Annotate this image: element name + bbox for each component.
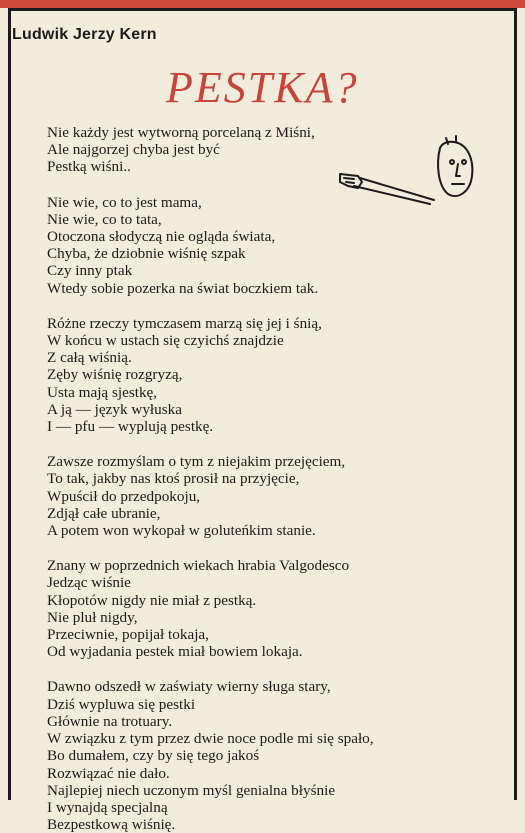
- poem-title: PESTKA?: [166, 63, 359, 112]
- poem-line: Zdjął całe ubranie,: [47, 504, 161, 522]
- poem-line: W końcu w ustach się czyichś znajdzie: [47, 332, 284, 350]
- poem-line: A potem won wykopał w golutеńkim stanie.: [47, 522, 316, 540]
- poem-line: Wpuścił do przedpokoju,: [47, 487, 201, 505]
- stanza-3: [47, 315, 477, 435]
- stanza-1: [47, 124, 477, 176]
- poem-line: A ją — język wyłuska: [47, 400, 182, 418]
- poem-line: Ale najgorzej chyba jest być: [47, 141, 220, 159]
- poem-line: Różne rzeczy tymczasem marzą się jej i śnią,: [47, 314, 322, 332]
- poem-line: Wtedy sobie pozerka na świat boczkiem tak.: [47, 279, 319, 297]
- poem-line: Nie pluł nigdy,: [47, 608, 138, 626]
- top-color-bar: [0, 0, 525, 8]
- poem-line: I wynajdą specjalną: [47, 798, 168, 816]
- stanza-6: [47, 678, 477, 833]
- poem-line: Przeciwnie, popijał tokaja,: [47, 626, 209, 644]
- poem-body: [47, 124, 477, 833]
- poem-line: Chyba, że dziobnie wiśnię szpak: [47, 245, 246, 263]
- stanza-5: [47, 557, 477, 660]
- poem-line: To tak, jakby nas ktoś prosił na przyjęcie,: [47, 470, 300, 488]
- poem-line: Rozwiązać nie dało.: [47, 764, 170, 782]
- poem-line: Nie każdy jest wytworną porcelaną z Miśni,: [47, 124, 315, 141]
- poem-line: Zęby wiśnię rozgryzą,: [47, 366, 183, 384]
- poem-line: Znany w poprzednich wiekach hrabia Valgodesco: [47, 557, 350, 575]
- poem-line: Pestką wiśni..: [47, 158, 131, 176]
- poem-line: Dawno odszedł w zaświaty wierny sługa stary,: [47, 678, 331, 696]
- poem-line: Nie wie, co to tata,: [47, 210, 162, 228]
- poem-line: Usta mają sjestkę,: [47, 383, 158, 401]
- poem-line: Czy inny ptak: [47, 262, 133, 280]
- stanza-4: [47, 453, 477, 539]
- poem-line: Od wyjadania pestek miał bowiem lokaja.: [47, 643, 303, 661]
- poem-line: W związku z tym przez dwie noce podle mi się spało,: [47, 730, 374, 748]
- poem-line: Dziś wypluwa się pestki: [47, 695, 196, 713]
- stanza-2: [47, 194, 477, 297]
- author-name: Ludwik Jerzy Kern: [12, 26, 157, 43]
- poem-line: Nie wie, co to jest mama,: [47, 193, 202, 211]
- poem-line: Z całą wiśnią.: [47, 349, 132, 367]
- poem-line: Najlepiej niech uczonym myśl genialna błyśnie: [47, 781, 336, 799]
- poem-line: Bezpestkową wiśnię.: [47, 816, 176, 833]
- poem-line: Zawsze rozmyślam o tym z niejakim przejęciem,: [47, 453, 346, 471]
- poem-line: Kłopotów nigdy nie miał z pestką.: [47, 591, 257, 609]
- poem-line: Bo dumałem, czy by się tego jakoś: [47, 747, 260, 765]
- poem-line: Jedząc wiśnie: [47, 574, 131, 592]
- poem-line: Głównie na trotuary.: [47, 712, 173, 730]
- poem-line: Otoczona słodyczą nie ogląda świata,: [47, 228, 276, 246]
- poem-line: I — pfu — wyplują pestkę.: [47, 418, 214, 436]
